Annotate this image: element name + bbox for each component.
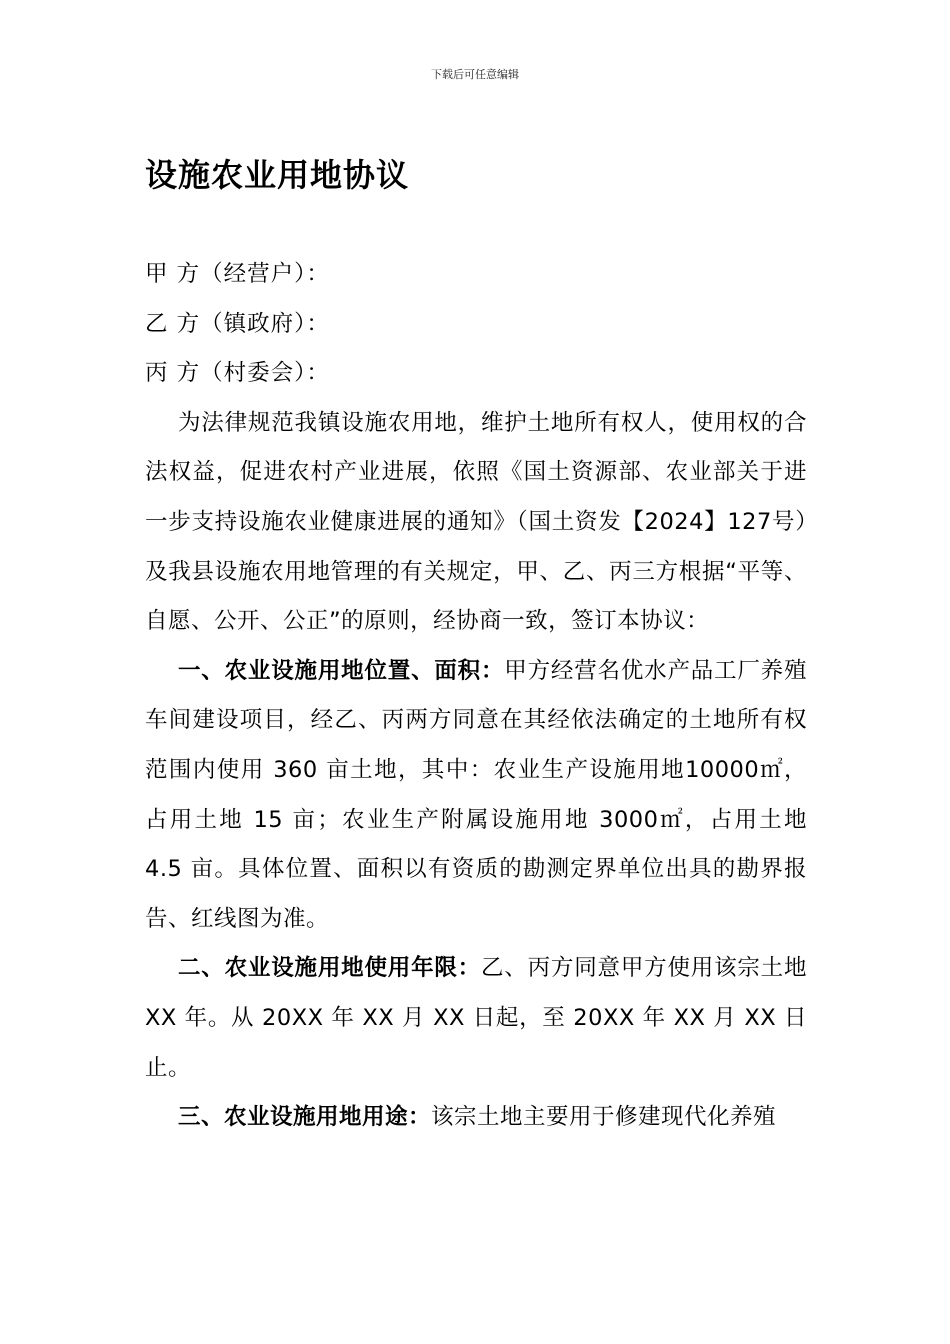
party-a-line: 甲 方（经营户）： — [145, 261, 330, 287]
document-body — [145, 250, 807, 1143]
article-3 — [145, 1093, 807, 1143]
article-2-text: 乙、丙方同意甲方使用该宗土地 XX 年。从 20XX 年 XX 月 XX 日起，至 20XX 年 XX 月 XX 日止。 — [145, 955, 807, 1081]
article-2 — [145, 944, 807, 1093]
document-title: 设施农业用地协议 — [145, 156, 410, 194]
article-1 — [145, 647, 807, 945]
article-3-heading: 三、农业设施用地用途： — [178, 1104, 432, 1131]
watermark-text: 下载后可任意编辑 — [431, 68, 519, 81]
party-b-line: 乙 方（镇政府）： — [145, 310, 330, 337]
article-2-heading: 二、农业设施用地使用年限： — [178, 955, 481, 982]
article-1-text: 甲方经营名优水产品工厂养殖车间建设项目，经乙、丙两方同意在其经依法确定的土地所有权范围内使用 360 亩土地，其中：农业生产设施用地10000㎡，占用土地 15 亩；农业生产附属设施用地 3000㎡，占用土地 4.5 亩。具体位置、面积以有资质的勘测定界单位出具的勘界报告、红线图为准。 — [145, 657, 807, 932]
preamble-paragraph: 为法律规范我镇设施农用地，维护土地所有权人，使用权的合法权益，促进农村产业进展，依照《国土资源部、农业部关于进一步支持设施农业健康进展的通知》（国土资发【2024】127号）及我县设施农用地管理的有关规定，甲、乙、丙三方根据“平等、自愿、公开、公正”的原则，经协商一致，签订本协议： — [145, 409, 807, 635]
article-1-heading: 一、农业设施用地位置、面积： — [178, 657, 505, 684]
article-3-text: 该宗土地主要用于修建现代化养殖 — [431, 1104, 777, 1131]
party-c-line: 丙 方（村委会）： — [145, 360, 330, 387]
